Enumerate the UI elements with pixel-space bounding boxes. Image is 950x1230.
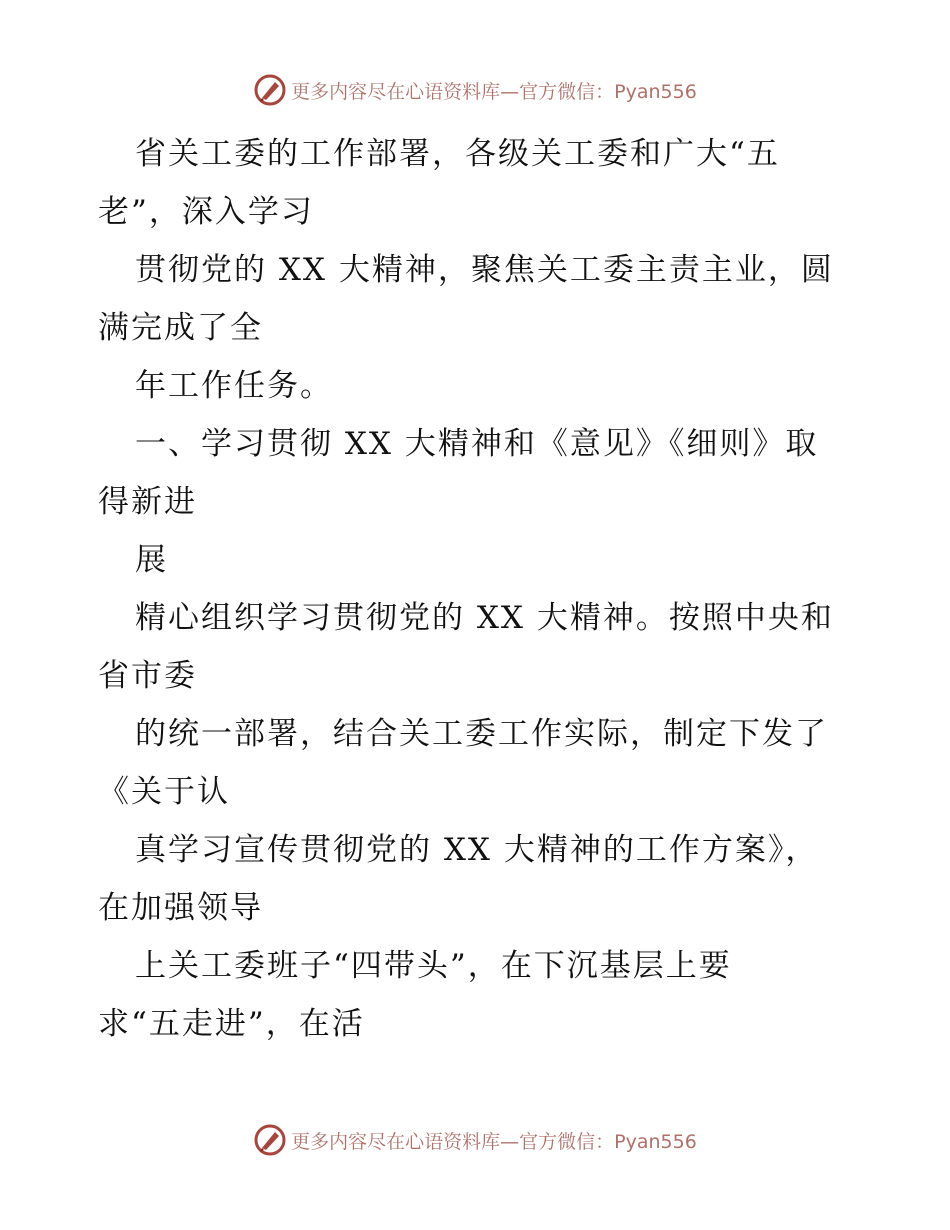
paragraph-first-line: 上关工委班子“四带头”，在下沉基层上要 — [135, 948, 732, 984]
pen-logo-icon — [253, 73, 287, 107]
paragraph-first-line: 省关工委的工作部署，各级关工委和广大“五 — [135, 136, 780, 172]
header-banner — [0, 70, 950, 110]
paragraph-continuation: 老”，深入学习 — [98, 194, 314, 230]
paragraph-continuation: 在加强领导 — [98, 890, 263, 926]
paragraph — [98, 241, 888, 357]
paragraph — [98, 705, 888, 821]
paragraph-first-line: 精心组织学习贯彻党的 XX 大精神。按照中央和 — [135, 600, 834, 636]
paragraph-first-line: 展 — [135, 542, 168, 578]
paragraph-continuation: 满完成了全 — [98, 310, 263, 346]
paragraph — [98, 357, 888, 415]
paragraph-continuation: 《关于认 — [98, 774, 230, 810]
paragraph-continuation: 求“五走进”，在活 — [98, 1006, 365, 1042]
paragraph-first-line: 贯彻党的 XX 大精神，聚焦关工委主责主业，圆 — [135, 252, 834, 288]
banner-text: 更多内容尽在心语资料库—官方微信：Pyan556 — [291, 80, 697, 103]
paragraph — [98, 589, 888, 705]
paragraph-first-line: 年工作任务。 — [135, 368, 333, 404]
pen-logo-icon — [253, 1123, 287, 1157]
paragraph-first-line: 的统一部署，结合关工委工作实际，制定下发了 — [135, 716, 828, 752]
paragraph-first-line: 真学习宣传贯彻党的 XX 大精神的工作方案》， — [135, 832, 819, 868]
paragraph — [98, 531, 888, 589]
paragraph — [98, 125, 888, 241]
paragraph — [98, 821, 888, 937]
paragraph-first-line: 一、学习贯彻 XX 大精神和《意见》《细则》取 — [135, 426, 819, 462]
footer-banner — [0, 1120, 950, 1160]
paragraph-continuation: 得新进 — [98, 484, 197, 520]
document-body — [98, 125, 888, 1053]
paragraph — [98, 937, 888, 1053]
section-heading — [98, 415, 888, 531]
paragraph-continuation: 省市委 — [98, 658, 197, 694]
banner-text: 更多内容尽在心语资料库—官方微信：Pyan556 — [291, 1130, 697, 1153]
